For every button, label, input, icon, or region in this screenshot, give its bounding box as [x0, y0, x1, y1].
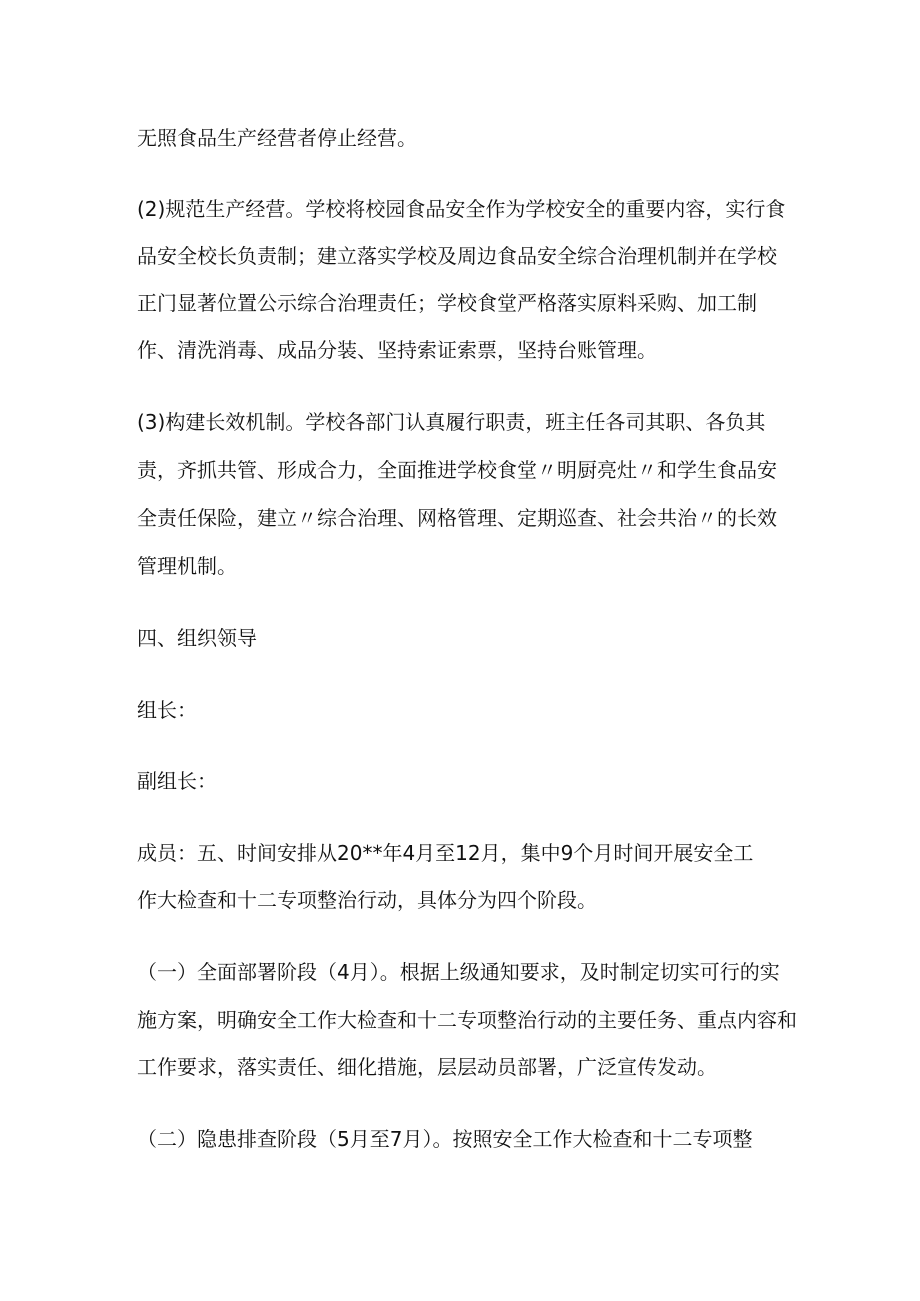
text-line: (2)规范生产经营。学校将校园食品安全作为学校安全的重要内容，实行食	[137, 197, 786, 221]
text-line: 工作要求，落实责任、细化措施，层层动员部署，广泛宣传发动。	[137, 1055, 717, 1079]
text-line: 正门显著位置公示综合治理责任；学校食堂严格落实原料采购、加工制	[137, 291, 757, 315]
text-line: 责，齐抓共管、形成合力，全面推进学校食堂〃明厨亮灶〃和学生食品安	[137, 458, 777, 482]
text-line: 无照食品生产经营者停止经营。	[137, 126, 417, 150]
text-line: 成员：五、时间安排从20**年4月至12月，集中9个月时间开展安全工	[137, 841, 754, 865]
section-heading: 四、组织领导	[137, 626, 257, 650]
text-line: 副组长：	[137, 769, 217, 793]
text-line: （一）全面部署阶段（4月）。根据上级通知要求，及时制定切实可行的实	[137, 960, 780, 984]
text-line: 管理机制。	[137, 554, 237, 578]
text-line: 施方案，明确安全工作大检查和十二专项整治行动的主要任务、重点内容和	[137, 1008, 797, 1032]
text-line: 作、清洗消毒、成品分装、坚持索证索票，坚持台账管理。	[137, 338, 657, 362]
text-line: 作大检查和十二专项整治行动，具体分为四个阶段。	[137, 888, 597, 912]
text-line: 组长：	[137, 698, 197, 722]
text-line: 全责任保险，建立〃综合治理、网格管理、定期巡查、社会共治〃的长效	[137, 506, 777, 530]
text-line: （二）隐患排查阶段（5月至7月）。按照安全工作大检查和十二专项整	[137, 1127, 753, 1151]
text-line: (3)构建长效机制。学校各部门认真履行职责，班主任各司其职、各负其	[137, 410, 766, 434]
text-line: 品安全校长负责制；建立落实学校及周边食品安全综合治理机制并在学校	[137, 244, 777, 268]
